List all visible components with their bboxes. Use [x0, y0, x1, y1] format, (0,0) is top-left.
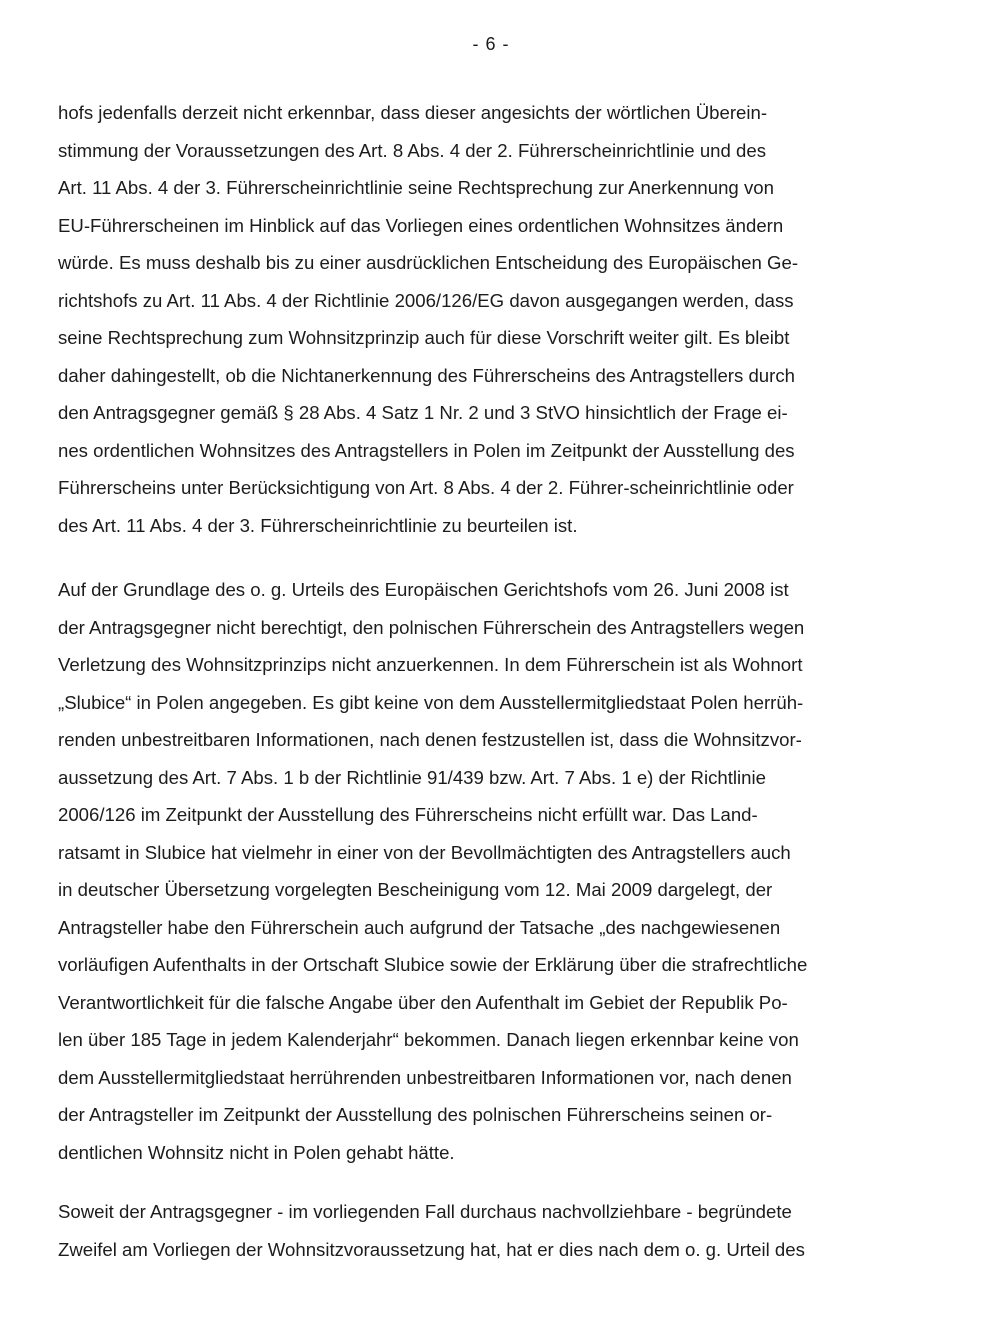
- text-line: EU-Führerscheinen im Hinblick auf das Vorliegen eines ordentlichen Wohnsitzes ändern: [58, 214, 784, 236]
- text-line: Zweifel am Vorliegen der Wohnsitzvoraussetzung hat, hat er dies nach dem o. g. Urteil des: [58, 1238, 805, 1260]
- paragraph-1: [58, 94, 938, 544]
- text-line: Auf der Grundlage des o. g. Urteils des Europäischen Gerichtshofs vom 26. Juni 2008 ist: [58, 579, 789, 600]
- text-line: dem Ausstellermitgliedstaat herrührenden unbestreitbaren Informationen vor, nach denen: [58, 1066, 792, 1088]
- paragraph-2: [58, 571, 938, 1171]
- text-line: in deutscher Übersetzung vorgelegten Bescheinigung vom 12. Mai 2009 dargelegt, der: [58, 879, 773, 900]
- text-line: Verletzung des Wohnsitzprinzips nicht anzuerkennen. In dem Führerschein ist als Wohnort: [58, 654, 803, 675]
- text-line: daher dahingestellt, ob die Nichtanerkennung des Führerscheins des Antragstellers durch: [58, 364, 795, 386]
- text-line: stimmung der Voraussetzungen des Art. 8 Abs. 4 der 2. Führerscheinrichtlinie und des: [58, 139, 766, 161]
- text-line: der Antragsteller im Zeitpunkt der Ausstellung des polnischen Führerscheins seinen or-: [58, 1104, 773, 1125]
- text-line: den Antragsgegner gemäß § 28 Abs. 4 Satz 1 Nr. 2 und 3 StVO hinsichtlich der Frage ei-: [58, 402, 788, 423]
- text-line: Antragsteller habe den Führerschein auch aufgrund der Tatsache „des nachgewiesenen: [58, 916, 781, 938]
- text-line: Soweit der Antragsgegner - im vorliegenden Fall durchaus nachvollziehbare - begründete: [58, 1201, 792, 1222]
- text-line: aussetzung des Art. 7 Abs. 1 b der Richtlinie 91/439 bzw. Art. 7 Abs. 1 e) der Richtlinie: [58, 766, 766, 788]
- text-line: des Art. 11 Abs. 4 der 3. Führerscheinrichtlinie zu beurteilen ist.: [58, 514, 578, 536]
- text-line: „Slubice“ in Polen angegeben. Es gibt keine von dem Ausstellermitgliedstaat Polen herrüh-: [58, 691, 804, 713]
- text-line: nes ordentlichen Wohnsitzes des Antragstellers in Polen im Zeitpunkt der Ausstellung des: [58, 439, 795, 461]
- paragraph-3: [58, 1193, 938, 1268]
- page-number: - 6 -: [472, 34, 510, 54]
- text-line: Verantwortlichkeit für die falsche Angabe über den Aufenthalt im Gebiet der Republik Po-: [58, 991, 788, 1013]
- text-line: 2006/126 im Zeitpunkt der Ausstellung des Führerscheins nicht erfüllt war. Das Land-: [58, 804, 758, 825]
- text-line: ratsamt in Slubice hat vielmehr in einer von der Bevollmächtigten des Antragstellers auch: [58, 841, 791, 863]
- text-line: Führerscheins unter Berücksichtigung von Art. 8 Abs. 4 der 2. Führer-scheinrichtlinie oder: [58, 477, 794, 498]
- text-line: würde. Es muss deshalb bis zu einer ausdrücklichen Entscheidung des Europäischen Ge-: [58, 252, 799, 273]
- text-line: seine Rechtsprechung zum Wohnsitzprinzip auch für diese Vorschrift weiter gilt. Es bleibt: [58, 327, 790, 348]
- text-line: richtshofs zu Art. 11 Abs. 4 der Richtlinie 2006/126/EG davon ausgegangen werden, dass: [58, 289, 794, 311]
- text-line: Art. 11 Abs. 4 der 3. Führerscheinrichtlinie seine Rechtsprechung zur Anerkennung von: [58, 177, 774, 198]
- text-line: len über 185 Tage in jedem Kalenderjahr“ bekommen. Danach liegen erkennbar keine von: [58, 1029, 799, 1050]
- text-line: hofs jedenfalls derzeit nicht erkennbar, dass dieser angesichts der wörtlichen Überein-: [58, 102, 768, 123]
- text-line: renden unbestreitbaren Informationen, nach denen festzustellen ist, dass die Wohnsitzvor-: [58, 729, 802, 750]
- text-line: der Antragsgegner nicht berechtigt, den polnischen Führerschein des Antragstellers wegen: [58, 616, 805, 638]
- text-line: dentlichen Wohnsitz nicht in Polen gehabt hätte.: [58, 1141, 455, 1163]
- text-line: vorläufigen Aufenthalts in der Ortschaft Slubice sowie der Erklärung über die strafrechtliche: [58, 954, 808, 975]
